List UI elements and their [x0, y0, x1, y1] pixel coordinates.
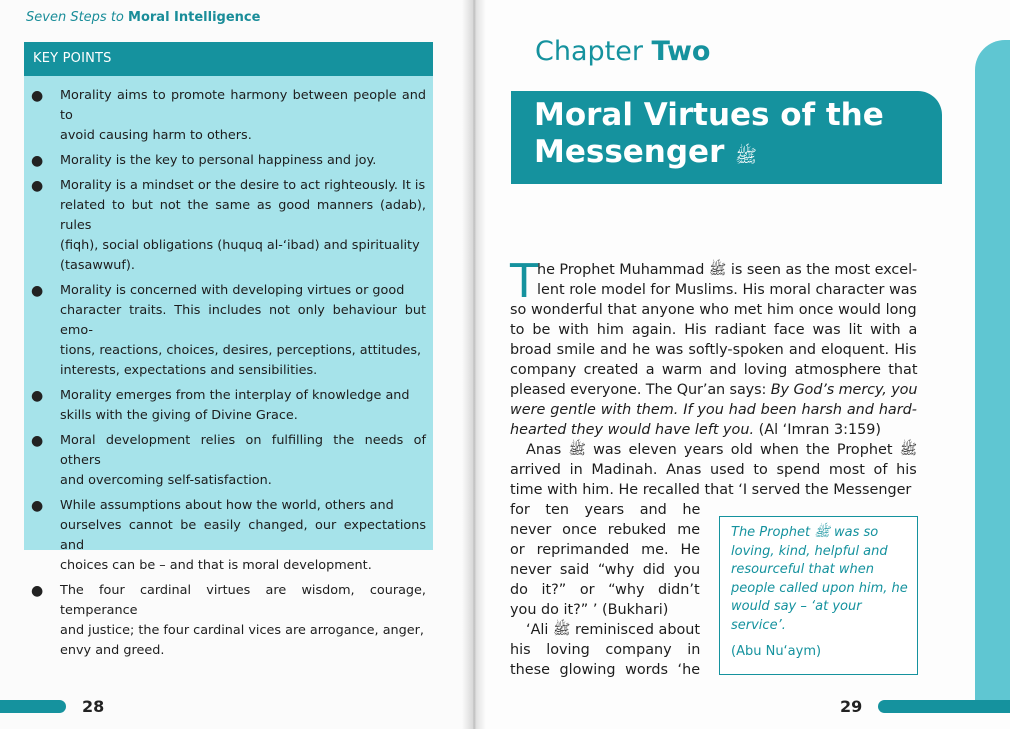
body-line: time with him. He recalled that ‘I served the Messenger — [510, 482, 912, 498]
chapter-label-plain: Chapter — [535, 36, 652, 67]
key-point-line: choices can be – and that is moral development. — [60, 558, 372, 573]
bullet-icon: ● — [31, 433, 44, 449]
body-line: were gentle with them. If you had been harsh and hard- — [510, 402, 917, 418]
body-line: his loving company in — [510, 642, 701, 658]
key-point-item — [26, 496, 426, 576]
running-head-plain: Seven Steps to — [26, 10, 129, 25]
body-line: never said “why did you — [510, 562, 701, 578]
key-point-item — [26, 86, 426, 146]
key-point-line: related to but not the same as good manners (adab), rules — [60, 198, 426, 233]
key-point-line: The four cardinal virtues are wisdom, courage, temperance — [60, 583, 426, 618]
key-points-header — [24, 42, 433, 76]
key-point-item — [26, 151, 426, 171]
bullet-icon: ● — [31, 498, 44, 514]
key-points-heading: KEY POINTS — [33, 51, 112, 66]
key-point-line: envy and greed. — [60, 643, 165, 658]
key-point-item — [26, 176, 426, 276]
body-line: to be with him again. His radiant face was lit with a — [510, 322, 918, 338]
running-head — [26, 10, 260, 25]
key-point-line: Morality aims to promote harmony between people and to — [60, 88, 426, 123]
chapter-label — [535, 36, 710, 67]
pull-quote-source: (Abu Nu‘aym) — [731, 644, 822, 659]
key-point-line: Morality emerges from the interplay of knowledge and — [60, 388, 410, 403]
body-line: you do it?” ’ (Bukhari) — [510, 602, 669, 618]
body-line: company created a warm and loving atmosphere that — [510, 362, 918, 378]
body-line: so wonderful that anyone who met him once would long — [510, 302, 917, 318]
edge-tab-decoration — [975, 40, 1010, 700]
bullet-icon: ● — [31, 583, 44, 599]
book-gutter — [462, 0, 486, 729]
key-point-line: character traits. This includes not only behaviour but emo- — [60, 303, 426, 338]
bullet-icon: ● — [31, 178, 44, 194]
body-line: ‘Ali ﷺ reminisced about — [526, 622, 701, 638]
body-line: hearted they would have left you. (Al ‘Imran 3:159) — [510, 422, 882, 438]
key-point-line: Moral development relies on fulfilling the needs of others — [60, 433, 426, 468]
key-point-line: tions, reactions, choices, desires, perceptions, attitudes, — [60, 343, 422, 358]
body-line: do it?” or “why didn’t — [510, 582, 700, 598]
folio-bar-right — [878, 700, 1010, 713]
key-point-line: avoid causing harm to others. — [60, 128, 252, 143]
pull-quote-text: The Prophet ﷺ was so loving, kind, helpful and resourceful that when people called upon him, he would say – ‘at your service’. — [731, 525, 908, 633]
body-line: arrived in Madinah. Anas used to spend most of his — [510, 462, 917, 478]
page-number-right: 29 — [840, 697, 863, 716]
key-point-line: (tasawwuf). — [60, 258, 135, 273]
key-point-line: While assumptions about how the world, others and — [60, 498, 394, 513]
key-point-line: Morality is a mindset or the desire to act righteously. It is — [60, 178, 426, 193]
body-line: broad smile and he was softly-spoken and eloquent. His — [510, 342, 917, 358]
salutation-mark: ﷺ — [735, 146, 757, 167]
body-line: never once rebuked me — [510, 522, 701, 538]
key-point-line: ourselves cannot be easily changed, our expectations and — [60, 518, 426, 553]
key-point-line: and overcoming self-satisfaction. — [60, 473, 272, 488]
key-point-item — [26, 281, 426, 381]
key-point-line: interests, expectations and sensibilities. — [60, 363, 318, 378]
bullet-icon: ● — [31, 88, 44, 104]
body-line: lent role model for Muslims. His moral character was — [537, 282, 918, 298]
drop-cap: T — [510, 254, 539, 308]
chapter-label-number: Two — [651, 36, 711, 67]
bullet-icon: ● — [31, 388, 44, 404]
chapter-title-line-1: Moral Virtues of the — [534, 97, 884, 133]
key-point-line: and justice; the four cardinal vices are arrogance, anger, — [60, 623, 424, 638]
key-point-line: Morality is concerned with developing virtues or good — [60, 283, 405, 298]
key-point-line: skills with the giving of Divine Grace. — [60, 408, 298, 423]
running-head-bold: Moral Intelligence — [128, 10, 261, 25]
bullet-icon: ● — [31, 153, 44, 169]
body-line: for ten years and he — [510, 502, 701, 518]
key-point-item — [26, 431, 426, 491]
key-point-item — [26, 581, 426, 661]
page-number-left: 28 — [82, 697, 105, 716]
chapter-title — [534, 97, 934, 175]
bullet-icon: ● — [31, 283, 44, 299]
pull-quote-box — [719, 516, 918, 675]
chapter-title-line-2: Messenger — [534, 134, 725, 170]
body-line: he Prophet Muhammad ﷺ is seen as the most excel- — [537, 262, 918, 278]
folio-bar-left — [0, 700, 66, 713]
body-line: or reprimanded me. He — [510, 542, 701, 558]
body-line: these glowing words ‘he — [510, 662, 701, 678]
key-point-item — [26, 386, 426, 426]
body-line: pleased everyone. The Qur’an says: By God’s mercy, you — [510, 382, 918, 398]
key-points-list — [26, 86, 426, 666]
key-point-line: (fiqh), social obligations (huquq al-‘ibad) and spirituality — [60, 238, 420, 253]
key-point-line: Morality is the key to personal happiness and joy. — [60, 153, 377, 168]
body-line: Anas ﷺ was eleven years old when the Prophet ﷺ — [526, 442, 918, 458]
